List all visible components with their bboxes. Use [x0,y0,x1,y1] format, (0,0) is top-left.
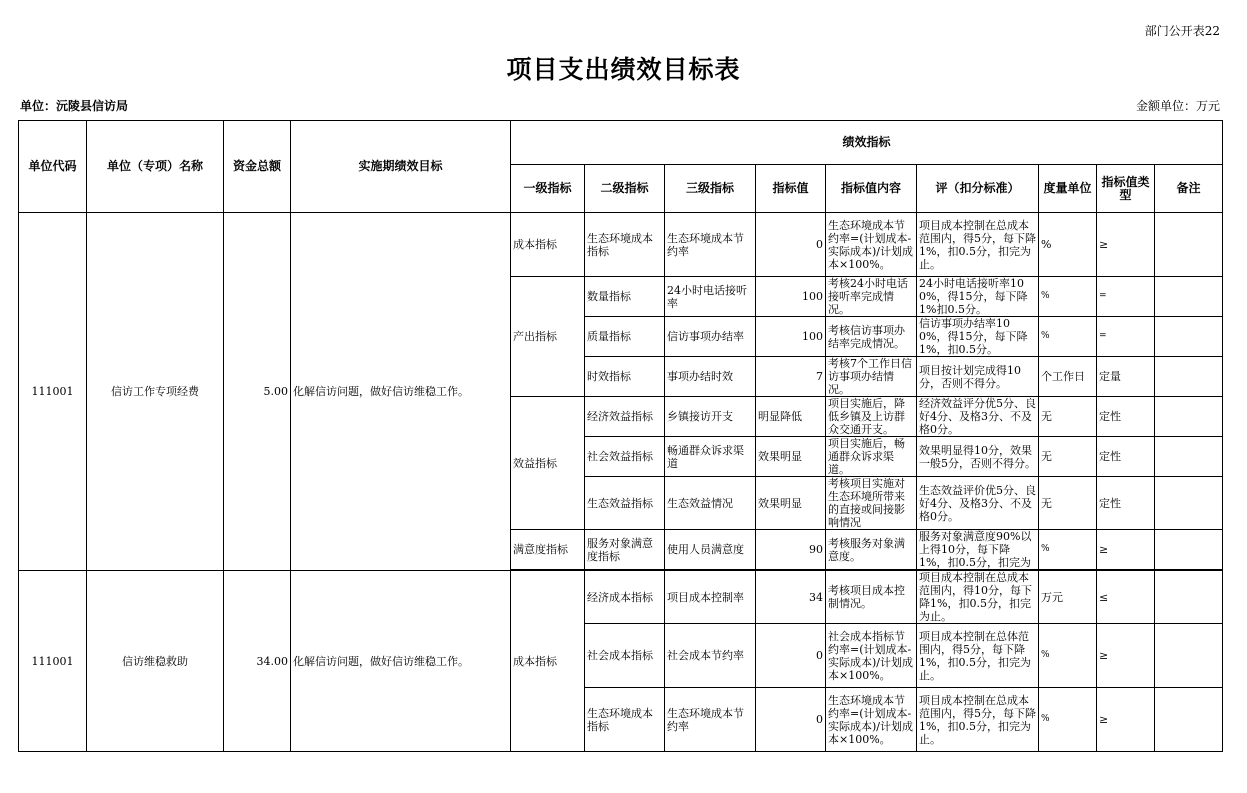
level2-cell: 服务对象满意度指标 [585,530,665,570]
score-cell [917,571,1039,624]
value-cell: 0 [756,213,826,277]
level2-cell: 生态环境成本指标 [585,213,665,277]
project-name: 信访工作专项经费 [87,213,224,571]
level3-cell: 乡镇接访开支 [665,397,756,437]
header-code: 单位代码 [19,121,87,213]
value-cell: 明显降低 [756,397,826,437]
header-type: 指标值类型 [1097,165,1155,213]
level2-cell: 时效指标 [585,357,665,397]
level2-cell: 质量指标 [585,317,665,357]
score-cell [917,277,1039,317]
project-goal: 化解信访问题，做好信访维稳工作。 [291,213,511,571]
score-cell [917,530,1039,570]
content-cell [826,213,917,277]
value-cell: 7 [756,357,826,397]
level1-cell: 满意度指标 [511,530,585,570]
level1-cell: 成本指标 [511,213,585,277]
level2-cell: 生态效益指标 [585,477,665,530]
measure-cell: 无 [1039,477,1097,530]
content-cell [826,530,917,570]
level3-cell: 生态效益情况 [665,477,756,530]
value-cell: 0 [756,624,826,688]
score-text: 信访事项办结率100%，得15分，每下降1%，扣0.5分。 [919,317,1028,356]
project-name: 信访维稳救助 [87,571,224,752]
content-cell [826,277,917,317]
level3-cell: 生态环境成本节约率 [665,688,756,752]
value-cell: 34 [756,571,826,624]
level2-cell: 生态环境成本指标 [585,688,665,752]
score-cell [917,688,1039,752]
header-score: 评（扣分标准） [917,165,1039,213]
note-cell [1155,477,1223,530]
content-text: 考核项目实施对生态环境所带来的直接或间接影响情况 [828,477,905,529]
note-cell [1155,357,1223,397]
value-cell: 0 [756,688,826,752]
type-cell: 定性 [1097,477,1155,530]
level1-cell: 效益指标 [511,397,585,530]
performance-table [18,120,1223,752]
note-cell [1155,213,1223,277]
content-text: 考核项目成本控制情况。 [828,584,905,610]
content-cell [826,477,917,530]
score-text: 项目成本控制在总成本范围内，得10分，每下降1%，扣0.5分，扣完为止。 [919,571,1032,623]
content-text: 考核24小时电话接听率完成情况。 [828,277,908,316]
note-cell [1155,571,1223,624]
header-level3: 三级指标 [665,165,756,213]
type-cell: ≥ [1097,624,1155,688]
level3-cell: 社会成本节约率 [665,624,756,688]
header-level1: 一级指标 [511,165,585,213]
level2-cell: 经济效益指标 [585,397,665,437]
content-text: 社会成本指标节约率=(计划成本-实际成本)/计划成本×100%。 [828,629,913,682]
content-text: 项目实施后，畅通群众诉求渠道。 [828,437,905,476]
content-cell [826,571,917,624]
score-text: 24小时电话接听率100%，得15分，每下降1%扣0.5分。 [919,277,1028,316]
type-cell: 定性 [1097,437,1155,477]
project-total: 5.00 [224,213,291,571]
type-cell: ≥ [1097,688,1155,752]
value-cell: 效果明显 [756,437,826,477]
table-row [19,571,1223,624]
score-text: 经济效益评分优5分、良好4分、及格3分、不及格0分。 [919,397,1036,436]
note-cell [1155,317,1223,357]
content-cell [826,688,917,752]
project-code: 111001 [19,213,87,571]
type-cell: ≤ [1097,571,1155,624]
measure-cell: 无 [1039,397,1097,437]
header-total: 资金总额 [224,121,291,213]
page-title: 项目支出绩效目标表 [506,55,741,84]
content-text: 生态环境成本节约率=(计划成本-实际成本)/计划成本×100%。 [828,693,913,746]
content-cell [826,397,917,437]
level1-cell: 产出指标 [511,277,585,397]
level2-cell: 社会效益指标 [585,437,665,477]
score-text: 服务对象满意度90%以上得10分，每下降1%，扣0.5分，扣完为 [919,530,1032,569]
measure-cell: % [1039,277,1097,317]
level3-cell: 24小时电话接听率 [665,277,756,317]
corner-label: 部门公开表22 [1144,24,1220,38]
level3-cell: 畅通群众诉求渠道 [665,437,756,477]
score-cell [917,437,1039,477]
score-cell [917,213,1039,277]
content-cell [826,317,917,357]
header-indicators: 绩效指标 [511,121,1223,165]
header-measure: 度量单位 [1039,165,1097,213]
type-cell: ≥ [1097,213,1155,277]
score-cell [917,477,1039,530]
level3-cell: 项目成本控制率 [665,571,756,624]
level2-cell: 社会成本指标 [585,624,665,688]
header-level2: 二级指标 [585,165,665,213]
score-text: 项目成本控制在总体范围内，得5分，每下降1%，扣0.5分，扣完为止。 [919,629,1031,682]
amount-unit-label: 金额单位：万元 [1135,99,1220,113]
content-cell [826,357,917,397]
note-cell [1155,437,1223,477]
score-text: 项目成本控制在总成本范围内，得5分，每下降1%，扣0.5分，扣完为止。 [919,218,1036,271]
score-text: 效果明显得10分，效果一般5分，否则不得分。 [919,443,1036,470]
type-cell: 定性 [1097,397,1155,437]
score-text: 生态效益评价优5分、良好4分、及格3分、不及格0分。 [919,483,1036,523]
note-cell [1155,688,1223,752]
score-cell [917,317,1039,357]
level2-cell: 数量指标 [585,277,665,317]
project-code: 111001 [19,571,87,752]
note-cell [1155,277,1223,317]
measure-cell: % [1039,317,1097,357]
level3-cell: 信访事项办结率 [665,317,756,357]
note-cell [1155,397,1223,437]
value-cell: 100 [756,277,826,317]
type-cell: = [1097,317,1155,357]
level3-cell: 生态环境成本节约率 [665,213,756,277]
header-goal: 实施期绩效目标 [291,121,511,213]
header-name: 单位（专项）名称 [87,121,224,213]
value-cell: 90 [756,530,826,570]
type-cell: ≥ [1097,530,1155,570]
content-cell [826,624,917,688]
header-content: 指标值内容 [826,165,917,213]
level1-cell: 成本指标 [511,571,585,752]
header-value: 指标值 [756,165,826,213]
content-text: 项目实施后，降低乡镇及上访群众交通开支。 [828,397,905,436]
score-text: 项目成本控制在总成本范围内，得5分，每下降1%，扣0.5分，扣完为止。 [919,693,1036,746]
measure-cell: 万元 [1039,571,1097,624]
project-total: 34.00 [224,571,291,752]
value-cell: 100 [756,317,826,357]
type-cell: 定量 [1097,357,1155,397]
content-text: 考核服务对象满意度。 [828,536,905,563]
level3-cell: 使用人员满意度 [665,530,756,570]
content-cell [826,437,917,477]
note-cell [1155,530,1223,570]
level2-cell: 经济成本指标 [585,571,665,624]
measure-cell: % [1039,530,1097,570]
type-cell: = [1097,277,1155,317]
header-note: 备注 [1155,165,1223,213]
score-cell [917,357,1039,397]
unit-label: 单位：沅陵县信访局 [20,99,129,113]
value-cell: 效果明显 [756,477,826,530]
measure-cell: % [1039,624,1097,688]
project-goal: 化解信访问题，做好信访维稳工作。 [291,571,511,752]
measure-cell: 无 [1039,437,1097,477]
note-cell [1155,624,1223,688]
measure-cell: % [1039,213,1097,277]
score-text: 项目按计划完成得10分，否则不得分。 [919,363,1021,390]
score-cell [917,397,1039,437]
measure-cell: % [1039,688,1097,752]
table-row [19,213,1223,277]
level3-cell: 事项办结时效 [665,357,756,397]
score-cell [917,624,1039,688]
content-text: 生态环境成本节约率=(计划成本-实际成本)/计划成本×100%。 [828,218,913,271]
content-text: 考核7个工作日信访事项办结情况。 [828,357,912,396]
measure-cell: 个工作日 [1039,357,1097,397]
content-text: 考核信访事项办结率完成情况。 [828,323,905,350]
